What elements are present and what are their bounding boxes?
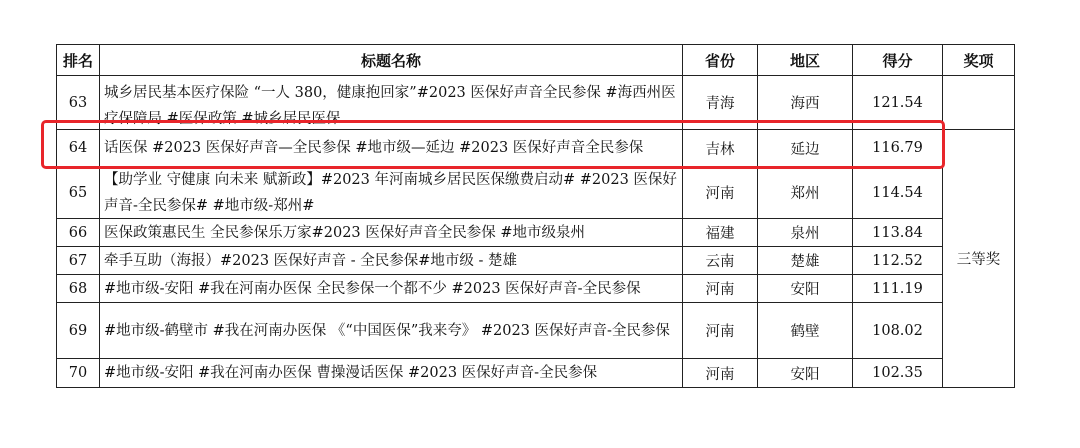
highlight-annotation-box [41, 120, 945, 169]
rank-cell: 69 [57, 303, 100, 359]
award-cell: 三等奖 [943, 130, 1015, 388]
rank-cell: 70 [57, 359, 100, 388]
rank-cell: 64 [57, 130, 100, 167]
region-cell: 安阳 [758, 275, 853, 303]
province-cell: 青海 [683, 76, 758, 130]
title-cell: 医保政策惠民生 全民参保乐万家#2023 医保好声音全民参保 #地市级泉州 [100, 219, 683, 247]
award-cell-empty [943, 76, 1015, 130]
table-row [57, 247, 1015, 275]
table-row [57, 359, 1015, 388]
title-cell: 话医保 #2023 医保好声音—全民参保 #地市级—延边 #2023 医保好声音全民参保 [100, 130, 683, 167]
province-cell: 河南 [683, 275, 758, 303]
title-text: 城乡居民基本医疗保险 “一人 380，健康抱回家”#2023 医保好声音全民参保 #海西州医疗保障局 #医保政策 #城乡居民医保 [104, 84, 676, 126]
title-cell [100, 167, 683, 219]
region-cell: 延边 [758, 130, 853, 167]
header-award: 奖项 [943, 45, 1015, 76]
region-cell: 安阳 [758, 359, 853, 388]
score-cell: 111.19 [853, 275, 943, 303]
header-rank: 排名 [57, 45, 100, 76]
title-cell: #地市级-鹤壁市 #我在河南办医保 《“中国医保”我来夸》 #2023 医保好声音-全民参保 [100, 303, 683, 359]
region-cell: 海西 [758, 76, 853, 130]
province-cell: 河南 [683, 303, 758, 359]
region-cell: 鹤壁 [758, 303, 853, 359]
ranking-table [56, 44, 1015, 388]
header-score: 得分 [853, 45, 943, 76]
province-cell: 福建 [683, 219, 758, 247]
region-cell: 泉州 [758, 219, 853, 247]
table-header-row [57, 45, 1015, 76]
header-title: 标题名称 [100, 45, 683, 76]
rank-cell: 68 [57, 275, 100, 303]
table-row [57, 219, 1015, 247]
rank-cell: 65 [57, 167, 100, 219]
score-cell: 114.54 [853, 167, 943, 219]
title-text: 【助学业 守健康 向未来 赋新政】#2023 年河南城乡居民医保缴费启动# #2023 医保好声音-全民参保# #地市级-郑州# [104, 171, 677, 214]
province-cell: 河南 [683, 359, 758, 388]
score-cell: 116.79 [853, 130, 943, 167]
province-cell: 吉林 [683, 130, 758, 167]
title-cell: #地市级-安阳 #我在河南办医保 曹操漫话医保 #2023 医保好声音-全民参保 [100, 359, 683, 388]
title-cell: #地市级-安阳 #我在河南办医保 全民参保一个都不少 #2023 医保好声音-全民参保 [100, 275, 683, 303]
table-row [57, 303, 1015, 359]
province-cell: 河南 [683, 167, 758, 219]
header-province: 省份 [683, 45, 758, 76]
score-cell: 112.52 [853, 247, 943, 275]
table-row [57, 167, 1015, 219]
score-cell: 113.84 [853, 219, 943, 247]
table-row [57, 275, 1015, 303]
rank-cell: 67 [57, 247, 100, 275]
region-cell: 楚雄 [758, 247, 853, 275]
score-cell: 108.02 [853, 303, 943, 359]
title-cell: 牵手互助（海报）#2023 医保好声音 - 全民参保#地市级 - 楚雄 [100, 247, 683, 275]
rank-cell: 63 [57, 76, 100, 130]
rank-cell: 66 [57, 219, 100, 247]
header-region: 地区 [758, 45, 853, 76]
score-cell: 121.54 [853, 76, 943, 130]
region-cell: 郑州 [758, 167, 853, 219]
province-cell: 云南 [683, 247, 758, 275]
score-cell: 102.35 [853, 359, 943, 388]
